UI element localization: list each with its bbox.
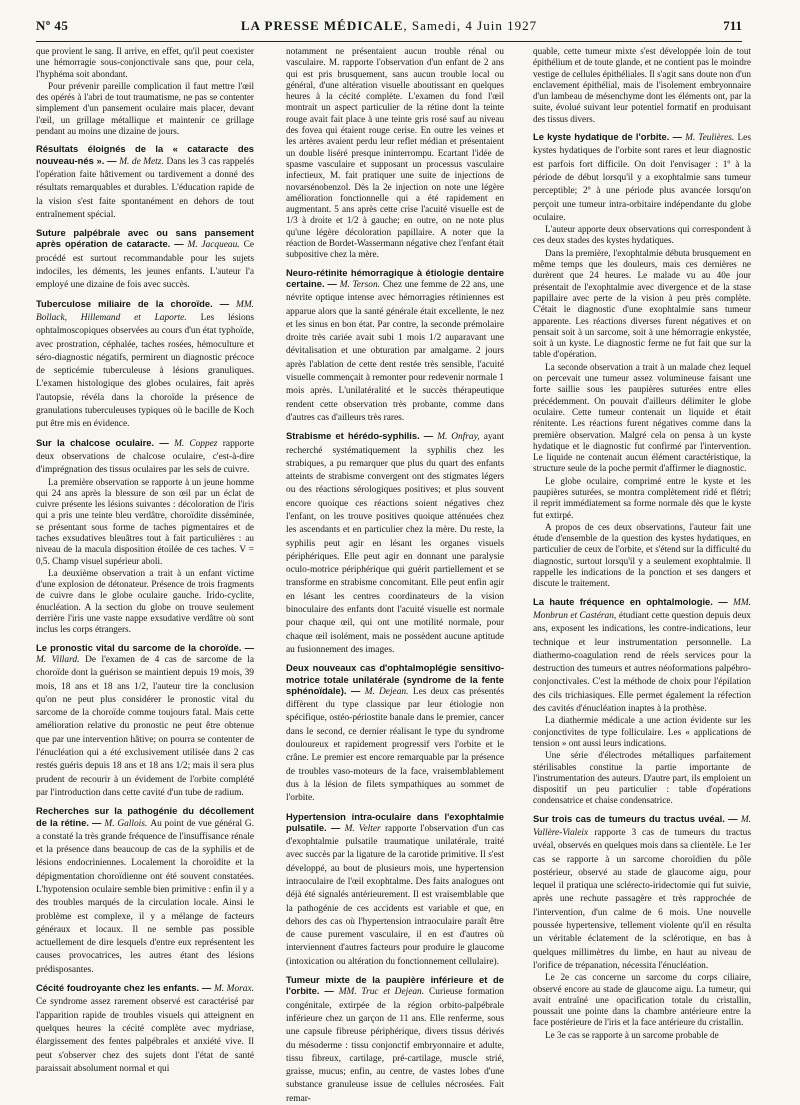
paragraph: notamment ne présentaient aucun trouble rénal ou vasculaire. M. rapporte l'observation d'un enfant de 2 ans qui est pris brusquement, sans aucun trouble local ou général, d'une altération visuelle aboutissant en quelques heures à la cécité complète. L'examen du fond l'œil montrait un aspect particulier de la rétine dont la teinte rouge avait fait place à une teinte gris rosé sauf au niveau des fovea qui étaient rouge cerise. En outre les veines et les artères avaient perdu leur reflet médian et présentaient un double liséré presque ininterrompu. Ecartant l'idée de spasme vasculaire et supposant un processus vasculaire infectieux, M. fait pratiquer une suite de injections de novarsénobenzol. Dès la 2e injection on note une légère amélioration fonctionnelle qui a été rapidement en augmentant. 5 ans après cette crise l'acuité visuelle est de 1/3 à droite et 1/2 à gauche; en outre, on ne note plus qu'une légère décoloration papillaire. A noter que la réaction de Bordet-Wassermann négative chez l'enfant était subpositive chez la mère.	[286, 46, 504, 260]
section-title: Neuro-rétinite hémorragique à étiologie dentaire certaine.	[286, 266, 504, 289]
issue-number: Nº 45	[36, 18, 69, 33]
section-title: Hypertension intra-oculaire dans l'exophtalmie pulsatile.	[286, 810, 504, 833]
paragraph: Le 2e cas concerne un sarcome du corps ciliaire, observé encore au stade de glaucome aigu. La tumeur, qui avait entraîné une opacification totale du cristallin, poussait une pointe dans la chambre antérieure entre la face postérieure de l'iris et la face antérieure du cristallin.	[533, 972, 751, 1028]
section-author: M. Vallère-Vialeix	[533, 814, 751, 838]
section-text: rapporte 3 cas de tumeurs du tractus uvéal, observés en quelques mois dans sa clientèle. Le 1er cas se rapporte à un sarcome choroïdien du pôle postérieur, observé au stade de glaucome aigu, pour lequel il pratiqua une sclérecto-iridectomie qui fut suivie, après une rechute passagère et très rapprochée de l'intervention, d'un calme de 6 mois. Une nouvelle poussée hypertensive, tellement violente qu'il en résulta un véritable éclatement de la sclérotique, en bas à quelques millimètres du limbe, en haut au niveau de l'orifice de trépanation, nécessita l'énucléation.	[533, 828, 751, 971]
paragraph: Dans la première, l'exophtalmie débuta brusquement en même temps que les douleurs, mais ces dernières ne durèrent que 24 heures. Le malade vu au 40e jour présentait de l'exophtalmie avec divergence et de la stase papillaire avec perte de la vision à peu près complète. C'était le diagnostic d'une exophtalmie sans tumeur apparente. Les réactions diverses furent négatives et on pensait soit à un sarcome, soit à une hémorragie enkystée, soit à un kyste. Le diagnostic ferme ne fut fait que sur la table d'opération.	[533, 247, 751, 360]
section-author: M. Terson.	[339, 279, 380, 290]
section-title: Tuberculose miliaire de la choroïde.	[36, 297, 213, 309]
section-text: Les lésions ophtalmoscopiques observées au cours d'un état typhoïde, avec prostration, céphalée, taches rosées, hémoculture et séro-diagnostic négatifs, permirent un diagnostic précoce de septicémie tuberculeuse à lésions granuliques. L'examen histologique des globes oculaires, fait après l'autopsie, révéla dans la choroïde la présence de granulations tuberculeuses typiques où le bacille de Koch put être mis en évidence.	[36, 312, 254, 430]
publication-date: , Samedi, 4 Juin 1927	[403, 18, 538, 33]
section-title: Le pronostic vital du sarcome de la choroïde.	[36, 641, 242, 653]
section-text: Ce procédé est surtout recommandable pour les sujets indociles, les déments, les jeunes enfants. L'auteur l'a employé une dizaine de fois avec succès.	[36, 240, 255, 291]
section-text: Les kystes hydatiques de l'orbite sont rares et leur diagnostic est parfois fort difficile. On doit l'envisager : 1º à la période de début lorsqu'il y a exophtalmie sans tumeur perceptible; 2º à une période plus avancée lorsqu'on perçoit une tumeur intra-orbitaire indépendante du globe oculaire.	[533, 133, 751, 223]
section-author: M. Villard.	[36, 654, 80, 665]
section-title: Deux nouveaux cas d'ophtalmoplégie sensitivo-motrice totale unilatérale (syndrome de la fente sphénoïdale).	[286, 662, 504, 696]
section-author: M. de Metz.	[119, 156, 164, 167]
column-2	[286, 46, 504, 1104]
section-text: rapporte deux observations de chalcose oculaire, c'est-à-dire d'imprégnation des tissus oculaires par les sels de cuivre.	[36, 438, 255, 476]
section-author: M. Dejean.	[364, 686, 409, 697]
section-heading: Strabisme et hérédo-syphilis. — M. Onfray, ayant recherché systématiquement la syphilis chez les strabiques, a pu remarquer que plus du quart des enfants atteints de strabisme convergent ont des stigmates légers ou des réactions sérologiques positives; et plus souvent encore quoique ces réactions soient négatives chez l'enfant, on les trouve positives quoique atténuées chez les ascendants et en particulier chez la mère. Du reste, la syphilis peut agir en lésant les organes visuels périphériques. Elle peut agir en donnant une paralysie oculo-motrice périphérique qui guérit partiellement et se transforme en strabisme concomitant. Elle peut enfin agir en lésant les centres coordinateurs de la vision binoculaire des enfants dont l'acuité visuelle est normale pour chaque œil, qui ont une motilité normale, pour chaque œil isolément, mais ne possèdent aucune aptitude au fusionnement des images.	[286, 430, 504, 655]
section-title: Strabisme et hérédo-syphilis.	[286, 430, 420, 442]
paragraph: Une série d'électrodes métalliques parfaitement stérilisables constitue la partie importante de l'instrumentation des auteurs. D'autre part, ils emploient un dispositif un peu particulier : table d'opérations condensatrice et chaise condensatrice.	[533, 750, 751, 806]
section-author: M. Onfray,	[437, 432, 480, 443]
section-heading: Cécité foudroyante chez les enfants. — M. Morax. Ce syndrome assez rarement observé est caractérisé par l'apparition rapide de troubles visuels qui atteignent en quelques heures la cécité complète avec mydriase, élargissement des fentes palpébrales et anxiété vive. Il peut s'observer chez des sujets dont l'état de santé paraissait absolument normal et qui	[36, 982, 254, 1074]
section-title: Résultats éloignés de la « cataracte des nouveau-nés ».	[36, 143, 254, 166]
section-title: Le kyste hydatique de l'orbite.	[533, 131, 670, 143]
section-title: Sur trois cas de tumeurs du tractus uvéal.	[533, 812, 725, 824]
section-text: ayant recherché systématiquement la syphilis chez les strabiques, a pu remarquer que plus du quart des enfants atteints de strabisme convergent ont des stigmates légers ou des réactions sérologiques positives; et plus souvent encore quoique ces réactions soient négatives chez l'enfant, on les trouve positives quoique atténuées chez les ascendants et en particulier chez la mère. Du reste, la syphilis peut agir en lésant les organes visuels périphériques. Elle peut agir en donnant une paralysie oculo-motrice périphérique qui guérit partiellement et se transforme en strabisme concomitant. Elle peut enfin agir en lésant les centres coordinateurs de la vision binoculaire des enfants dont l'acuité visuelle est normale pour chaque œil, qui ont une motilité normale, pour chaque œil isolément, mais ne possèdent aucune aptitude au fusionnement des images.	[286, 432, 504, 655]
paragraph: La première observation se rapporte à un jeune homme qui 24 ans après la blessure de son œil par un éclat de cuivre présente les lésions suivantes : décoloration de l'iris qui a pris une teinte bleu verdâtre, choroïdite disséminée, se présentant sous forme de taches pigmentaires et de taches exsudatives bleuâtres tout à fait particulières : au niveau de la macula disposition étoilée de ces taches. V = 0,5. Champ visuel supérieur aboli.	[36, 476, 254, 566]
section-heading: Suture palpébrale avec ou sans pansement après opération de cataracte. — M. Jacqueau. Ce procédé est surtout recommandable pour les sujets indociles, les déments, les jeunes enfants. L'auteur l'a employé une dizaine de fois avec succès.	[36, 227, 255, 291]
paragraph: Le 3e cas se rapporte à un sarcome probable de	[545, 1029, 719, 1040]
section-title: Cécité foudroyante chez les enfants.	[36, 982, 200, 994]
section-author: MM. Monbrun et Castéran,	[533, 597, 751, 621]
section-text: Chez une femme de 22 ans, une névrite optique intense avec hémorragies rétiniennes est apparue alors que la santé générale était excellente, le nez et les sinus en bon état. Par contre, la seconde prémolaire droite très cariée avait subi 1 mois 1/2 auparavant une dévitalisation et une obturation par amalgame. 2 jours après l'ablation de cette dent restée très sensible, l'acuité visuelle commençait à remonter pour redevenir normale 1 mois après. L'unilatéralité et le succès thérapeutique rendent cette observation très probante, comme dans d'autres cas d'ailleurs très rares.	[286, 279, 504, 423]
section-heading: Tuberculose miliaire de la choroïde. — MM. Bollack, Hillemand et Laporte. Les lésions ophtalmoscopiques observées au cours d'un état typhoïde, avec prostration, céphalée, taches rosées, hémoculture et séro-diagnostic négatifs, permirent un diagnostic précoce de septicémie tuberculeuse à lésions granuliques. L'examen histologique des globes oculaires, fait après l'autopsie, révéla dans la choroïde la présence de granulations tuberculeuses typiques où le bacille de Koch put être mis en évidence.	[36, 297, 255, 430]
section-author: M. Jacqueau.	[187, 240, 240, 251]
page-number: 711	[723, 18, 742, 33]
column-1	[36, 46, 254, 1076]
paragraph: La seconde observation a trait à un malade chez lequel on percevait une tumeur assez volumineuse faisant une forte saillie sous les paupières suturées entre elles précédemment. On pouvait d'ailleurs délimiter le globe oculaire. Cette tumeur contenait un liquide et était rénitente. Les réactions furent négatives comme dans la première observation. Malgré cela on pensa à un kyste hydatique et le diagnostic fut confirmé par l'intervention. Le liquide ne contenait aucun élément caractéristique, la structure seule de la poche permit d'affirmer le diagnostic.	[533, 361, 751, 474]
section-heading: Hypertension intra-oculaire dans l'exophtalmie pulsatile. — M. Velter rapporte l'observation d'un cas d'exophtalmie pulsatile traumatique unilatérale, traité avec succès par la ligature de la carotide primitive. Il s'est développé, au bout de plusieurs mois, une hypertension intraoculaire de l'œil exophtalme. Des faits analogues ont déjà été signalés antérieurement. Il est vraisemblable que la pathogénie de ces accidents est variable et que, en dehors des cas où l'hypertension intraoculaire paraît être de cause purement vasculaire, il en est d'autres où interviennent d'autres facteurs pour produire le glaucome (intoxication ou altération du fonctionnement cellulaire).	[286, 810, 504, 967]
section-heading: Le kyste hydatique de l'orbite. — M. Teulières. Les kystes hydatiques de l'orbite sont rares et leur diagnostic est parfois fort difficile. On doit l'envisager : 1º à la période de début lorsqu'il y a exophtalmie sans tumeur perceptible; 2º à une période plus avancée lorsqu'on perçoit une tumeur intra-orbitaire indépendante du globe oculaire.	[533, 131, 751, 223]
paragraph: La diathermie médicale a une action évidente sur les conjonctivites de type folliculaire. Les « applications de tension » ont aussi leurs indications.	[533, 715, 751, 748]
section-author: MM. Truc et Dejean.	[338, 987, 425, 998]
section-title: Tumeur mixte de la paupière inférieure et de l'orbite.	[286, 974, 504, 997]
paragraph: La deuxième observation a trait à un enfant victime d'une explosion de détonateur. Présence de trois fragments de cuivre dans le globe oculaire gauche. Irido-cyclite, énucléation. A la section du globe on trouve seulement derrière l'iris une vaste nappe exsudative verdâtre où sont inclus les corps étrangers.	[36, 567, 254, 635]
section-heading: Sur la chalcose oculaire. — M. Coppez rapporte deux observations de chalcose oculaire, c'est-à-dire d'imprégnation des tissus oculaires par les sels de cuivre.	[36, 436, 255, 476]
section-author: M. Velter	[344, 823, 381, 834]
section-author: M. Coppez	[174, 438, 218, 449]
section-heading: Le pronostic vital du sarcome de la choroïde. — M. Villard. De l'examen de 4 cas de sarcome de la choroïde dont la guérison se maintient depuis 19 mois, 39 mois, 18 ans et 18 ans 1/2, l'auteur tire la conclusion qu'on ne peut plus considérer le pronostic vital du sarcome de la choroïde comme toujours fatal. Mais cette amélioration relative du pronostic ne peut être obtenue que par une intervention hâtive; on pourra se contenter de l'énucléation qui a été exclusivement utilisée dans 2 cas restés guéris depuis 18 ans et 18 ans 1/2; mais il sera plus prudent de recourir à un évidement de l'orbite complété par l'introduction dans cette cavité d'un tube de radium.	[36, 641, 255, 798]
section-author: M. Teulières.	[685, 133, 735, 144]
section-heading: Recherches sur la pathogénie du décollement de la rétine. — M. Gallois. Au point de vue général G. a constaté la très grande fréquence de l'insuffisance rénale et la présence dans beaucoup de cas de la syphilis et de lésions endocriniennes. Localement la choroïdite et la dépigmentation choroïdienne ont été souvent constatées. L'hypotension oculaire semble bien primitive : enfin il y a des troubles marqués de la circulation locale. Ainsi le problème est complexe, il y a mélange de facteurs généraux et locaux. Il ne semble pas possible actuellement de dire lesquels d'entre eux représentent les causes provocatrices, les autres étant des lésions prédisposantes.	[36, 805, 254, 975]
page-header	[36, 18, 742, 38]
paragraph: quable, cette tumeur mixte s'est développée loin de tout épithélium et de toute glande, et ne contient pas le moindre vestige de cellules épithéliales. Il s'agit sans doute non d'un enclavement épithélial, mais de l'isolement embryonnaire d'un lambeau de mésenchyme dont les éléments ont, par la suite, évolué suivant leur potentiel formatif en produisant des tissus divers.	[533, 46, 751, 124]
section-title: Recherches sur la pathogénie du décollement de la rétine.	[36, 805, 254, 828]
paragraph: L'auteur apporte deux observations qui correspondent à ces deux stades des kystes hydatiques.	[533, 224, 751, 246]
section-author: M. Morax.	[214, 984, 254, 995]
paragraph: que provient le sang. Il arrive, en effet, qu'il peut coexister une hémorragie sous-conjonctivale sans que, pour cela, l'hyphéma soit abondant.	[36, 46, 254, 79]
section-heading: Sur trois cas de tumeurs du tractus uvéal. — M. Vallère-Vialeix rapporte 3 cas de tumeurs du tractus uvéal, observés en quelques mois dans sa clientèle. Le 1er cas se rapporte à un sarcome choroïdien du pôle postérieur, observé au stade de glaucome aigu, pour lequel il pratiqua une sclérecto-iridectomie qui fut suivie, après une rechute passagère et très rapprochée de l'intervention, d'un calme de 6 mois. Une nouvelle poussée hypertensive, tellement violente qu'il en résulta un véritable éclatement de la sclérotique, en bas à quelques millimètres du limbe, en haut au niveau de l'orifice de trépanation, nécessita l'énucléation.	[533, 812, 751, 971]
header-rule	[36, 41, 742, 42]
section-text: rapporte l'observation d'un cas d'exophtalmie pulsatile traumatique unilatérale, traité avec succès par la ligature de la carotide primitive. Il s'est développé, au bout de plusieurs mois, une hypertension intraoculaire de l'œil exophtalme. Des faits analogues ont déjà été signalés antérieurement. Il est vraisemblable que la pathogénie de ces accidents est variable et que, en dehors des cas où l'hypertension intraoculaire paraît être de cause purement vasculaire, il en est d'autres où interviennent d'autres facteurs pour produire le glaucome (intoxication ou altération du fonctionnement cellulaire).	[286, 823, 504, 967]
section-heading: La haute fréquence en ophtalmologie. — MM. Monbrun et Castéran, étudiant cette question depuis deux ans, exposent les indications, les contre-indications, leur technique et leur instrumentation personnelle. La diathermo-coagulation rend de réels services pour la destruction des tumeurs et autres néoformations palpébro-conjonctivales. C'est la méthode de choix pour l'épilation des cils trichiasiques. Elle permet également la réfection des cavités d'énucléation inaptes à la prothèse.	[533, 595, 751, 715]
section-text: Ce syndrome assez rarement observé est caractérisé par l'apparition rapide de troubles visuels qui atteignent en quelques heures la cécité complète avec mydriase, élargissement des fentes palpébrales et anxiété vive. Il peut s'observer chez des sujets dont l'état de santé paraissait absolument normal et qui	[36, 997, 254, 1074]
section-author: MM. Bollack, Hillemand et Laporte.	[36, 299, 255, 323]
paragraph: Pour prévenir pareille complication il faut mettre l'œil des opérés à l'abri de tout traumatisme, ne pas se contenter simplement d'un pansement oculaire mais placer, devant l'œil, un grillage métallique et maintenir ce grillage pendant au moins une dizaine de jours.	[36, 80, 254, 137]
paragraph: A propos de ces deux observations, l'auteur fait une étude d'ensemble de la question des kystes hydatiques, en particulier de ceux de l'orbite, et s'étend sur la difficulté du diagnostic, surtout lorsqu'il y a seulement exophtalmie. Il rappelle les indications de la ponction et ses dangers et discute le traitement.	[533, 521, 751, 589]
section-text: Les deux cas présentés diffèrent du type classique par leur étiologie non spécifique, ostéo-périostite banale dans le premier, cancer dans le second, ce dernier réalisant le type du syndrome douloureux et rapidement progressif vers l'orbite et le crâne. Le premier est encore remarquable par la présence de troubles vaso-moteurs de la face, vraisemblablement dus à la lésion de filets sympathiques au sommet de l'orbite.	[286, 686, 504, 804]
section-heading: Tumeur mixte de la paupière inférieure et de l'orbite. — MM. Truc et Dejean. Curieuse formation congénitale, extirpée de la région orbito-palpébrale inférieure chez un garçon de 11 ans. Elle renferme, sous une capsule fibreuse périphérique, divers tissus dérivés du mésoderme : tissu conjonctif embryonnaire et adulte, tissu fibreux, cartilage, pré-cartilage, muscle strié, graisse, mucus; enfin, au centre, de vastes lobes d'une substance granuleuse issue de cellules nécrosées. Fait remar-	[286, 974, 504, 1104]
journal-title: LA PRESSE MÉDICALE	[240, 18, 404, 33]
paragraph: Le globe oculaire, comprimé entre le kyste et les paupières suturées, se montra complètement ridé et flétri; il reprit immédiatement sa forme normale dès que le kyste fut extirpé.	[533, 475, 751, 520]
section-text: Au point de vue général G. a constaté la très grande fréquence de l'insuffisance rénale et la présence dans beaucoup de cas de la syphilis et de lésions endocriniennes. Localement la choroïdite et la dépigmentation choroïdienne ont été souvent constatées. L'hypotension oculaire semble bien primitive : enfin il y a des troubles marqués de la circulation locale. Ainsi le problème est complexe, il y a mélange de facteurs généraux et locaux. Il ne semble pas possible actuellement de dire lesquels d'entre eux représentent les causes provocatrices, les autres étant des lésions prédisposantes.	[36, 818, 254, 975]
section-text: étudiant cette question depuis deux ans, exposent les indications, les contre-indications, leur technique et leur instrumentation personnelle. La diathermo-coagulation rend de réels services pour la destruction des tumeurs et autres néoformations palpébro-conjonctivales. C'est la méthode de choix pour l'épilation des cils trichiasiques. Elle permet également la réfection des cavités d'énucléation inaptes à la prothèse.	[533, 610, 751, 715]
section-heading: Résultats éloignés de la « cataracte des nouveau-nés ». — M. de Metz. Dans les 3 cas rappelés l'opération faite hâtivement ou tardivement a donné des résultats remarquables et durables. L'éducation rapide de la vision s'est faite spontanément en dehors de tout entraînement spécial.	[36, 143, 255, 220]
section-heading: Deux nouveaux cas d'ophtalmoplégie sensitivo-motrice totale unilatérale (syndrome de la fente sphénoïdale). — M. Dejean. Les deux cas présentés diffèrent du type classique par leur étiologie non spécifique, ostéo-périostite banale dans le premier, cancer dans le second, ce dernier réalisant le type du syndrome douloureux et rapidement progressif vers l'orbite et le crâne. Le premier est encore remarquable par la présence de troubles vaso-moteurs de la face, vraisemblablement dus à la lésion de filets sympathiques au sommet de l'orbite.	[286, 662, 504, 804]
section-heading: Neuro-rétinite hémorragique à étiologie dentaire certaine. — M. Terson. Chez une femme de 22 ans, une névrite optique intense avec hémorragies rétiniennes est apparue alors que la santé générale était excellente, le nez et les sinus en bon état. Par contre, la seconde prémolaire droite très cariée avait subi 1 mois 1/2 auparavant une dévitalisation et une obturation par amalgame. 2 jours après l'ablation de cette dent restée très sensible, l'acuité visuelle commençait à remonter pour redevenir normale 1 mois après. L'unilatéralité et le succès thérapeutique rendent cette observation très probante, comme dans d'autres cas d'ailleurs très rares.	[286, 266, 504, 423]
section-text: Curieuse formation congénitale, extirpée de la région orbito-palpébrale inférieure chez un garçon de 11 ans. Elle renferme, sous une capsule fibreuse périphérique, divers tissus dérivés du mésoderme : tissu conjonctif embryonnaire et adulte, tissu fibreux, cartilage, pré-cartilage, muscle strié, graisse, mucus; enfin, au centre, de vastes lobes d'une substance granuleuse issue de cellules nécrosées. Fait remar-	[286, 987, 504, 1104]
section-author: M. Gallois.	[104, 818, 148, 829]
section-title: La haute fréquence en ophtalmologie.	[533, 595, 713, 607]
section-title: Suture palpébrale avec ou sans pansement après opération de cataracte.	[36, 227, 254, 250]
section-title: Sur la chalcose oculaire.	[36, 436, 155, 448]
section-text: Dans les 3 cas rappelés l'opération faite hâtivement ou tardivement a donné des résultats remarquables et durables. L'éducation rapide de la vision s'est faite spontanément en dehors de tout entraînement spécial.	[36, 156, 255, 220]
column-3	[533, 46, 751, 1076]
section-text: De l'examen de 4 cas de sarcome de la choroïde dont la guérison se maintient depuis 19 mois, 39 mois, 18 ans et 18 ans 1/2, l'auteur tire la conclusion qu'on ne peut plus considérer le pronostic vital du sarcome de la choroïde comme toujours fatal. Mais cette amélioration relative du pronostic ne peut être obtenue que par une intervention hâtive; on pourra se contenter de l'énucléation qui a été exclusivement utilisée dans 2 cas restés guéris depuis 18 ans et 18 ans 1/2; mais il sera plus prudent de recourir à un évidement de l'orbite complété par l'introduction dans cette cavité d'un tube de radium.	[36, 654, 255, 798]
journal-title-line	[36, 18, 742, 34]
